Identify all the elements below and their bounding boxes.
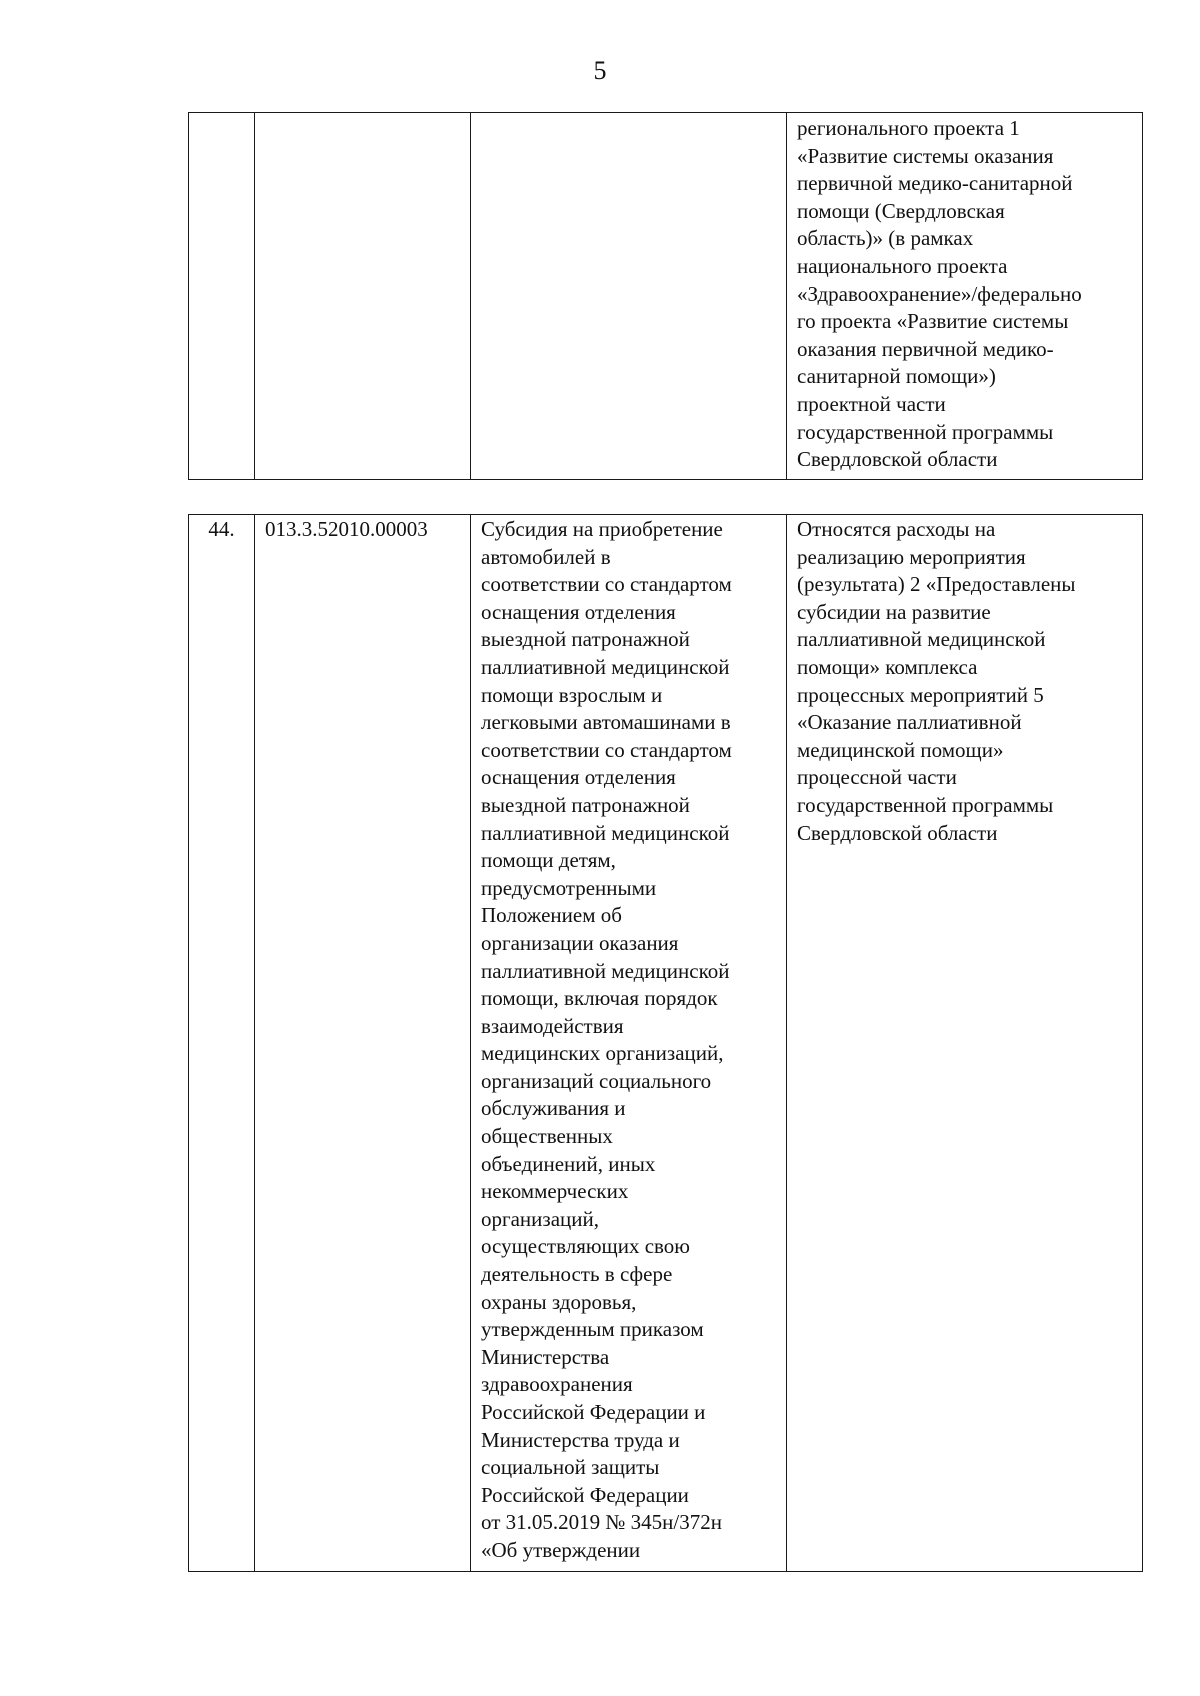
table-row (189, 113, 1143, 480)
item-note: регионального проекта 1 «Развитие системы оказания первичной медико-санитарной помощи (Свердловская область)» (в рамках национального проекта «Здравоохранение»/федерально го проекта «Развитие системы оказания первичной медико- санитарной помощи») проектной части государственной программы Свердловской области (797, 116, 1082, 472)
table-row (189, 515, 1143, 1572)
budget-code: 013.3.52010.00003 (265, 517, 428, 541)
note-cell (787, 515, 1143, 1572)
name-cell (471, 515, 787, 1572)
page-number: 5 (593, 56, 607, 85)
continuation-table (188, 112, 1143, 480)
name-cell (471, 113, 787, 480)
row-number-cell (189, 113, 255, 480)
main-table (188, 514, 1143, 1572)
code-cell (255, 113, 471, 480)
code-cell (255, 515, 471, 1572)
item-name: Субсидия на приобретение автомобилей в соответствии со стандартом оснащения отделения выездной патронажной паллиативной медицинской помощи взрослым и легковыми автомашинами в соответствии со стандартом оснащения отделения выездной патронажной паллиативной медицинской помощи детям, предусмотренными Положением об организации оказания паллиативной медицинской помощи, включая порядок взаимодействия медицинских организаций, организаций социального обслуживания и общественных объединений, иных некоммерческих организаций, осуществляющих свою деятельность в сфере охраны здоровья, утвержденным приказом Министерства здравоохранения Российской Федерации и Министерства труда и социальной защиты Российской Федерации от 31.05.2019 № 345н/372н «Об утверждении (481, 517, 732, 1562)
row-number-cell (189, 515, 255, 1572)
row-number: 44. (208, 517, 235, 541)
note-cell (787, 113, 1143, 480)
item-note: Относятся расходы на реализацию мероприятия (результата) 2 «Предоставлены субсидии на развитие паллиативной медицинской помощи» комплекса процессных мероприятий 5 «Оказание паллиативной медицинской помощи» процессной части государственной программы Свердловской области (797, 517, 1076, 845)
